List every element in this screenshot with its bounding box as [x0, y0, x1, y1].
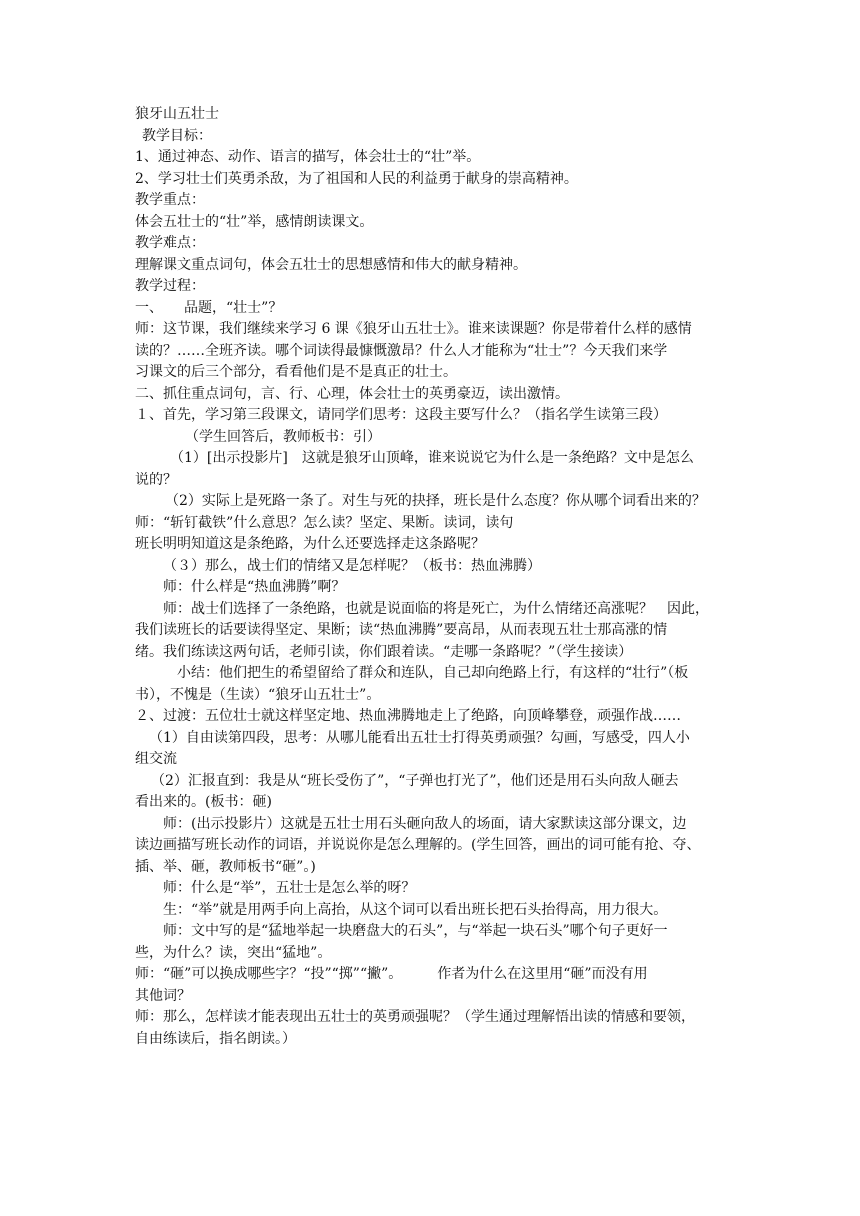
- text-line: 教学过程：: [135, 278, 205, 294]
- text-line: 教学目标：: [142, 127, 212, 144]
- text-line: 自由练读后，指名朗读。）: [135, 1030, 296, 1047]
- text-line: 教学难点：: [135, 235, 205, 251]
- text-line: （1）[出示投影片] 这就是狼牙山顶峰，谁来说说它为什么是一条绝路？文中是怎么: [170, 450, 694, 466]
- text-line: （1）自由读第四段，思考：从哪儿能看出五壮士打得英勇顽强？勾画，写感受，四人小: [149, 729, 690, 746]
- text-line: 师：(出示投影片）这就是五壮士用石头砸向敌人的场面，请大家默读这部分课文，边: [163, 815, 687, 832]
- text-line: 说的？: [135, 471, 177, 488]
- text-line: 绪。我们练读这两句话，老师引读，你们跟着读。“走哪一条路呢？”（学生接读）: [135, 643, 633, 660]
- text-line: 师：什么样是“热血沸腾”啊？: [163, 579, 346, 595]
- text-line: 生：“举”就是用两手向上高抬，从这个词可以看出班长把石头抬得高，用力很大。: [163, 901, 668, 918]
- text-line: 师：战士们选择了一条绝路，也就是说面临的将是死亡，为什么情绪还高涨呢？ 因此，: [163, 600, 709, 617]
- text-line: 书），不愧是（生读）“狼牙山五壮士”。: [135, 686, 381, 703]
- text-line: 师：“砸”可以换成哪些字？“投”“掷”“撇”。 作者为什么在这里用“砸”而没有用: [135, 966, 648, 982]
- text-line: 其他词？: [135, 987, 191, 1004]
- text-line: 一、 品题，“壮士”？: [135, 299, 283, 316]
- text-line: 习课文的后三个部分，看看他们是不是真正的壮士。: [135, 364, 457, 380]
- text-line: 插、举、砸，教师板书“砸”。): [135, 858, 316, 875]
- text-line: 2、学习壮士们英勇杀敌，为了祖国和人民的利益勇于献身的崇高精神。: [135, 170, 578, 187]
- text-line: ２、过渡：五位壮士就这样坚定地、热血沸腾地走上了绝路，向顶峰攀登，顽强作战……: [135, 708, 681, 724]
- text-line: 二、抓住重点词句，言、行、心理，体会壮士的英勇豪迈，读出激情。: [135, 385, 569, 402]
- text-line: 读边画描写班长动作的词语，并说说你是怎么理解的。(学生回答，画出的词可能有抢、夺、: [135, 837, 701, 853]
- text-line: （2）实际上是死路一条了。对生与死的抉择，班长是什么态度？你从哪个词看出来的？: [165, 493, 706, 509]
- text-line: 师：“斩钉截铁”什么意思？怎么读？坚定、果断。读词，读句: [135, 514, 514, 531]
- text-line: 理解课文重点词句，体会五壮士的思想感情和伟大的献身精神。: [135, 256, 527, 273]
- document-title: 狼牙山五壮士: [135, 106, 219, 122]
- text-line: １、首先，学习第三段课文，请同学们思考：这段主要写什么？（指名学生读第三段）: [135, 407, 667, 423]
- text-line: 看出来的。(板书：砸): [135, 794, 272, 810]
- text-line: 师：文中写的是“猛地举起一块磨盘大的石头”，与“举起一块石头”哪个句子更好一: [163, 923, 668, 939]
- text-line: 读的？……全班齐读。哪个词读得最慷慨激昂？什么人才能称为“壮士”？今天我们来学: [135, 342, 668, 359]
- text-line: 体会五壮士的“壮”举，感情朗读课文。: [135, 213, 374, 230]
- text-line: 师：什么是“举”，五壮士是怎么举的呀？: [163, 880, 416, 896]
- text-line: （３）那么，战士们的情绪又是怎样呢？（板书：热血沸腾）: [163, 557, 541, 574]
- text-line: 组交流: [135, 751, 177, 767]
- text-line: 师：那么，怎样读才能表现出五壮士的英勇顽强呢？（学生通过理解悟出读的情感和要领，: [135, 1009, 695, 1025]
- text-line: 班长明明知道这是条绝路，为什么还要选择走这条路呢？: [135, 536, 485, 552]
- text-line: 我们读班长的话要读得坚定、果断；读“热血沸腾”要高昂，从而表现五壮士那高涨的情: [135, 622, 668, 638]
- text-line: 1、通过神态、动作、语言的描写，体会壮士的“壮”举。: [135, 149, 481, 165]
- text-line: 师：这节课，我们继续来学习 6 课《狼牙山五壮士》。谁来读课题？你是带着什么样的感情: [135, 321, 692, 337]
- text-line: 些，为什么？读，突出“猛地”。: [135, 944, 332, 961]
- document-body: [135, 104, 731, 1050]
- text-line: 教学重点：: [135, 192, 205, 208]
- text-line: （2）汇报直到：我是从“班长受伤了”，“子弹也打光了”，他们还是用石头向敌人砸去: [151, 772, 679, 789]
- text-line: （学生回答后，教师板书：引）: [185, 428, 381, 445]
- text-line: 小结：他们把生的希望留给了群众和连队，自己却向绝路上行，有这样的“壮行”（板: [177, 665, 689, 681]
